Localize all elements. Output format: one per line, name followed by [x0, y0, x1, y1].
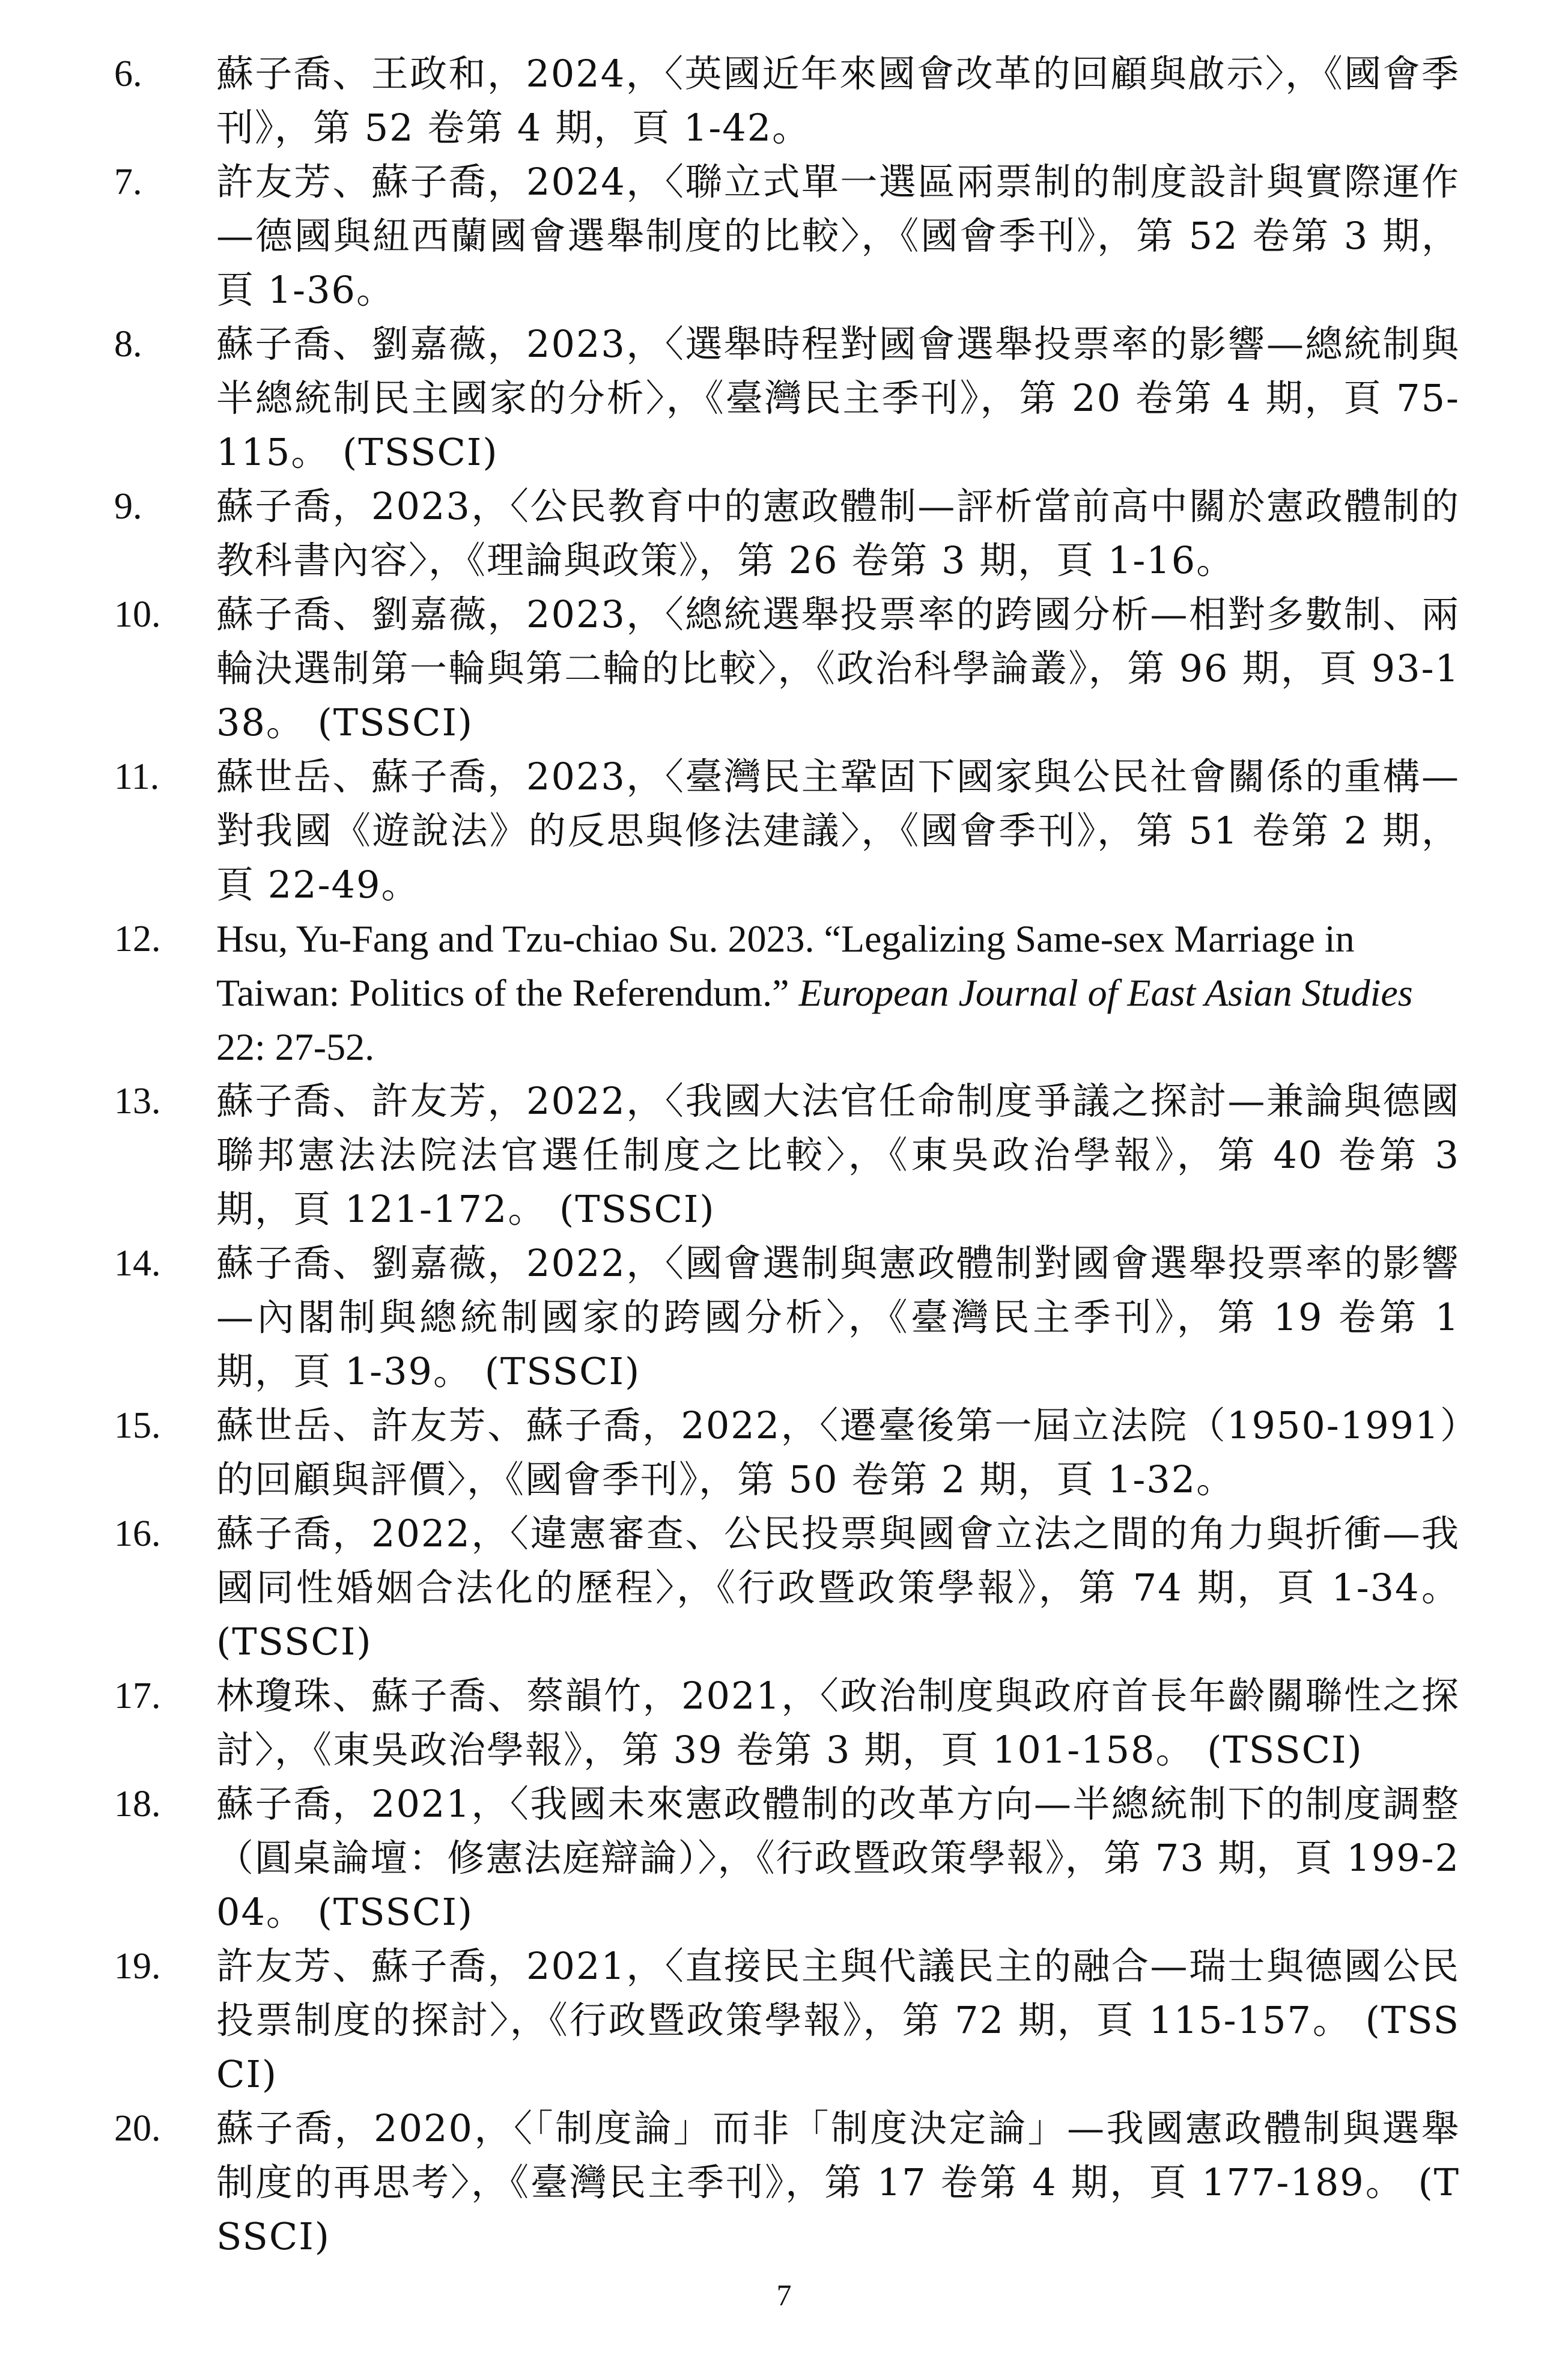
entry-number: 19. — [114, 1946, 161, 1987]
citation-text: 許友芳、蘇子喬，2021，〈直接民主與代議民主的融合—瑞士與德國公民投票制度的探討〉，《行政暨政策學報》，第 72 期，頁 115-157。 (TSSCI) — [216, 1944, 1460, 2096]
citation-text: 蘇子喬，2021，〈我國未來憲政體制的改革方向—半總統制下的制度調整（圓桌論壇：修憲法庭辯論）〉，《行政暨政策學報》，第 73 期，頁 199-204。 (TSSCI) — [216, 1782, 1460, 1934]
citation-text: 林瓊珠、蘇子喬、蔡韻竹，2021，〈政治制度與政府首長年齡關聯性之探討〉，《東吳政治學報》，第 39 卷第 3 期，頁 101-158。 (TSSCI) — [216, 1674, 1460, 1772]
citation-text: 蘇子喬、劉嘉薇，2023，〈選舉時程對國會選舉投票率的影響—總統制與半總統制民主國家的分析〉，《臺灣民主季刊》，第 20 卷第 4 期，頁 75-115。 (TSSCI) — [216, 322, 1460, 474]
citation-text: 蘇子喬，2023，〈公民教育中的憲政體制—評析當前高中關於憲政體制的教科書內容〉，《理論與政策》，第 26 卷第 3 期，頁 1-16。 — [216, 484, 1460, 582]
list-item — [114, 1074, 1460, 1236]
list-item — [114, 1669, 1460, 1777]
entry-number: 10. — [114, 594, 161, 635]
citation-text: 蘇世岳、許友芳、蘇子喬，2022，〈遷臺後第一屆立法院（1950-1991）的回顧與評價〉，《國會季刊》，第 50 卷第 2 期，頁 1-32。 — [216, 1403, 1460, 1501]
entry-number: 20. — [114, 2108, 161, 2149]
list-item — [114, 1236, 1460, 1399]
entry-number: 9. — [114, 486, 142, 527]
entry-number: 7. — [114, 162, 142, 202]
entry-number: 18. — [114, 1784, 161, 1825]
journal-title: European Journal of East Asian Studies — [798, 971, 1413, 1014]
entry-number: 11. — [114, 756, 160, 797]
citation-text: 蘇子喬，2022，〈違憲審查、公民投票與國會立法之間的角力與折衝—我國同性婚姻合法化的歷程〉，《行政暨政策學報》，第 74 期，頁 1-34。 (TSSCI) — [216, 1512, 1460, 1664]
list-item — [114, 2101, 1460, 2264]
citation-text — [216, 912, 1460, 1074]
list-item — [114, 912, 1460, 1074]
entry-number: 12. — [114, 919, 161, 959]
entry-number: 6. — [114, 53, 142, 94]
citation-tail: 22: 27-52. — [216, 1026, 375, 1068]
list-item — [114, 1777, 1460, 1939]
entry-number: 14. — [114, 1243, 161, 1284]
entry-number: 17. — [114, 1676, 161, 1716]
citation-text: 蘇子喬，2020，〈「制度論」而非「制度決定論」—我國憲政體制與選舉制度的再思考〉，《臺灣民主季刊》，第 17 卷第 4 期，頁 177-189。 (TSSCI) — [216, 2106, 1460, 2258]
citation-text: 蘇子喬、許友芳，2022，〈我國大法官任命制度爭議之探討—兼論與德國聯邦憲法法院法官選任制度之比較〉，《東吳政治學報》，第 40 卷第 3 期，頁 121-172。 (TSSCI) — [216, 1079, 1460, 1231]
list-item — [114, 588, 1460, 750]
page-number: 7 — [776, 2278, 792, 2312]
citation-text: 蘇子喬、劉嘉薇，2022，〈國會選制與憲政體制對國會選舉投票率的影響—內閣制與總統制國家的跨國分析〉，《臺灣民主季刊》，第 19 卷第 1 期，頁 1-39。 (TSSCI) — [216, 1241, 1460, 1393]
list-item — [114, 155, 1460, 317]
citation-text: 蘇子喬、王政和，2024，〈英國近年來國會改革的回顧與啟示〉，《國會季刊》，第 52 卷第 4 期，頁 1-42。 — [216, 52, 1460, 150]
list-item — [114, 317, 1460, 479]
list-item — [114, 1399, 1460, 1507]
citation-text: 蘇子喬、劉嘉薇，2023，〈總統選舉投票率的跨國分析—相對多數制、兩輪決選制第一輪與第二輪的比較〉，《政治科學論叢》，第 96 期，頁 93-138。 (TSSCI) — [216, 592, 1460, 744]
list-item — [114, 479, 1460, 588]
entry-number: 16. — [114, 1513, 161, 1554]
citation-text: 許友芳、蘇子喬，2024，〈聯立式單一選區兩票制的制度設計與實際運作—德國與紐西蘭國會選舉制度的比較〉，《國會季刊》，第 52 卷第 3 期，頁 1-36。 — [216, 160, 1460, 312]
entry-number: 8. — [114, 324, 142, 365]
list-item — [114, 47, 1460, 155]
list-item — [114, 750, 1460, 912]
publication-list — [114, 47, 1460, 2264]
list-item — [114, 1939, 1460, 2101]
citation-main: Hsu, Yu-Fang and Tzu-chiao Su. 2023. “Legalizing Same-sex Marriage in Taiwan: Politics of the Referendum.” — [216, 917, 1355, 1014]
list-item — [114, 1507, 1460, 1669]
entry-number: 15. — [114, 1405, 161, 1446]
entry-number: 13. — [114, 1081, 161, 1122]
citation-text: 蘇世岳、蘇子喬，2023，〈臺灣民主鞏固下國家與公民社會關係的重構—對我國《遊說法》的反思與修法建議〉，《國會季刊》，第 51 卷第 2 期，頁 22-49。 — [216, 755, 1460, 907]
